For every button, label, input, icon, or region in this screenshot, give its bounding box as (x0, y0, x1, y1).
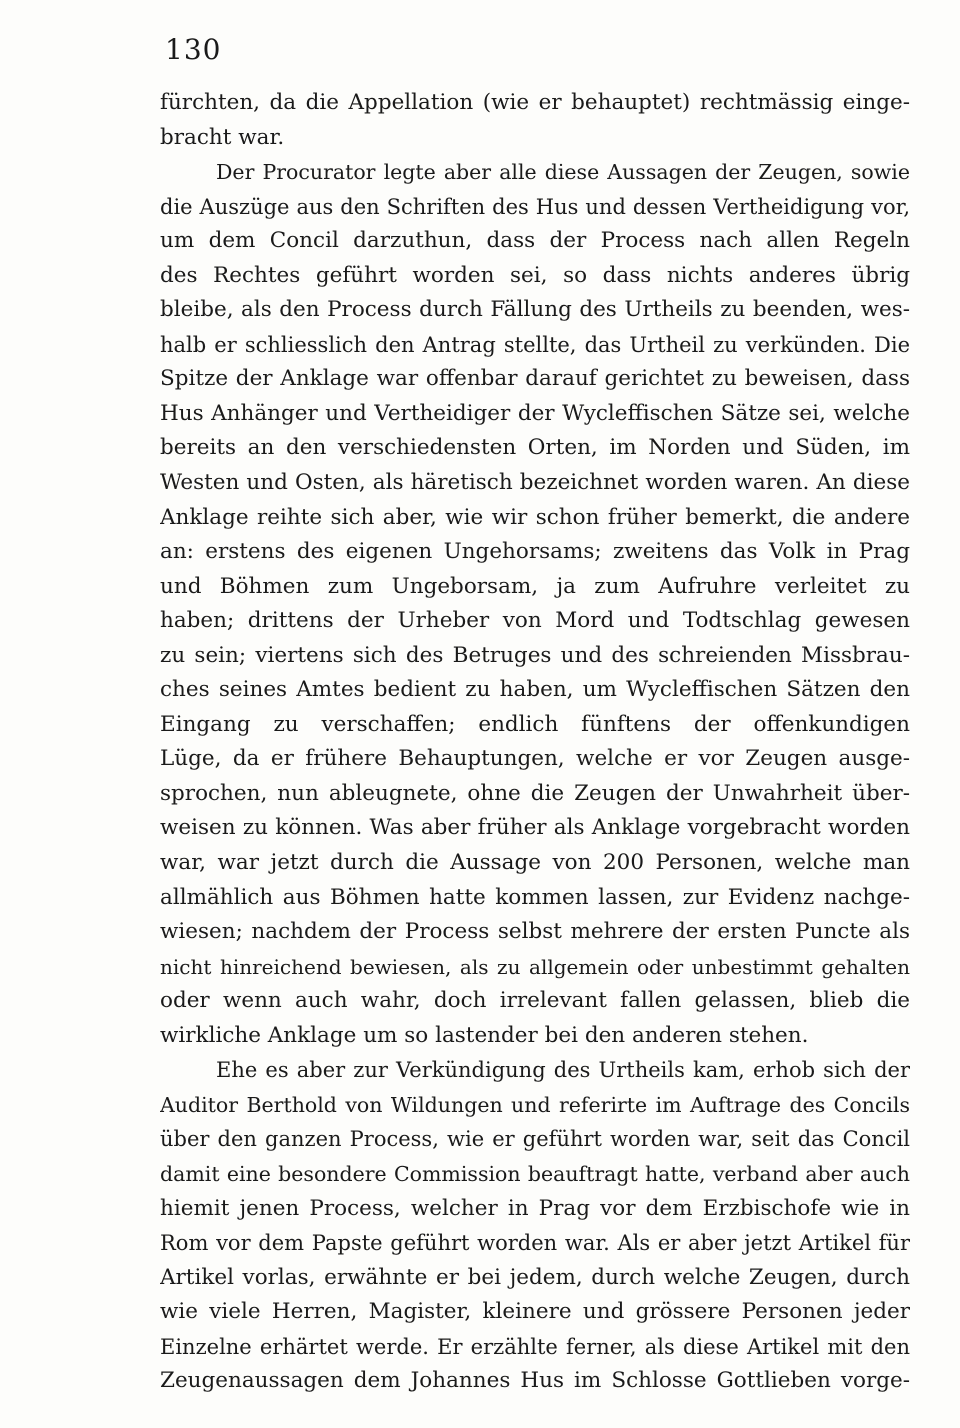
text-line: Spitze der Anklage war offenbar darauf gerichtet zu beweisen, dass (160, 366, 910, 392)
text-line: bracht war. (160, 124, 285, 150)
text-line: allmählich aus Böhmen hatte kommen lassen, zur Evidenz nachge- (160, 884, 910, 910)
text-line: nicht hinreichend bewiesen, als zu allgemein oder unbestimmt gehalten (160, 954, 910, 979)
text-line: sprochen, nun ableugnete, ohne die Zeugen der Unwahrheit über- (160, 780, 910, 806)
text-line: und Böhmen zum Ungeborsam, ja zum Aufruhre verleitet zu (160, 573, 910, 599)
text-line: Auditor Berthold von Wildungen und referirte im Auftrage des Concils (160, 1092, 910, 1117)
text-line: Artikel vorlas, erwähnte er bei jedem, durch welche Zeugen, durch (160, 1264, 910, 1290)
text-line: um dem Concil darzuthun, dass der Process nach allen Regeln (160, 228, 910, 254)
text-line: die Auszüge aus den Schriften des Hus und dessen Vertheidigung vor, (160, 194, 910, 219)
text-line: über den ganzen Process, wie er geführt worden war, seit das Concil (160, 1127, 910, 1152)
text-line: war, war jetzt durch die Aussage von 200 Personen, welche man (160, 850, 910, 876)
text-line: Anklage reihte sich aber, wie wir schon früher bemerkt, die andere (160, 504, 910, 530)
text-line: ches seines Amtes bedient zu haben, um Wycleffischen Sätzen den (160, 677, 910, 703)
text-line: haben; drittens der Urheber von Mord und Todtschlag gewesen (160, 608, 910, 634)
text-line: Eingang zu verschaffen; endlich fünftens der offenkundigen (160, 711, 910, 737)
text-line: bleibe, als den Process durch Fällung des Urtheils zu beenden, wes- (160, 297, 910, 323)
text-line: damit eine besondere Commission beauftragt hatte, verband aber auch (160, 1161, 910, 1186)
text-line: wirkliche Anklage um so lastender bei den anderen stehen. (160, 1022, 809, 1048)
page-number: 130 (165, 33, 222, 66)
text-line: Hus Anhänger und Vertheidiger der Wycleffischen Sätze sei, welche (160, 400, 910, 426)
text-line: Ehe es aber zur Verkündigung des Urtheils kam, erhob sich der (216, 1058, 910, 1083)
text-line: Westen und Osten, als häretisch bezeichnet worden waren. An diese (160, 470, 910, 496)
text-line: oder wenn auch wahr, doch irrelevant fallen gelassen, blieb die (160, 988, 910, 1014)
text-line: Lüge, da er frühere Behauptungen, welche er vor Zeugen ausge- (160, 746, 910, 772)
text-line: Rom vor dem Papste geführt worden war. Als er aber jetzt Artikel für (160, 1231, 910, 1256)
text-line: bereits an den verschiedensten Orten, im Norden und Süden, im (160, 435, 910, 461)
text-line: wiesen; nachdem der Process selbst mehrere der ersten Puncte als (160, 919, 910, 945)
text-line: hiemit jenen Process, welcher in Prag vor dem Erzbischofe wie in (160, 1195, 910, 1221)
text-line: an: erstens des eigenen Ungehorsams; zweitens das Volk in Prag (160, 539, 910, 565)
text-line: halb er schliesslich den Antrag stellte, das Urtheil zu verkünden. Die (160, 332, 910, 357)
text-line: fürchten, da die Appellation (wie er behauptet) rechtmässig einge- (160, 90, 910, 115)
text-line: Zeugenaussagen dem Johannes Hus im Schlosse Gottlieben vorge- (160, 1368, 910, 1394)
text-line: Einzelne erhärtet werde. Er erzählte ferner, als diese Artikel mit den (160, 1334, 910, 1359)
text-line: des Rechtes geführt worden sei, so dass nichts anderes übrig (160, 262, 910, 288)
text-line: wie viele Herren, Magister, kleinere und grössere Personen jeder (160, 1299, 910, 1325)
text-line: Der Procurator legte aber alle diese Aussagen der Zeugen, sowie (216, 160, 910, 185)
body-text (160, 86, 910, 1399)
text-line: zu sein; viertens sich des Betruges und des schreienden Missbrau- (160, 642, 910, 668)
text-line: weisen zu können. Was aber früher als Anklage vorgebracht worden (160, 815, 910, 841)
